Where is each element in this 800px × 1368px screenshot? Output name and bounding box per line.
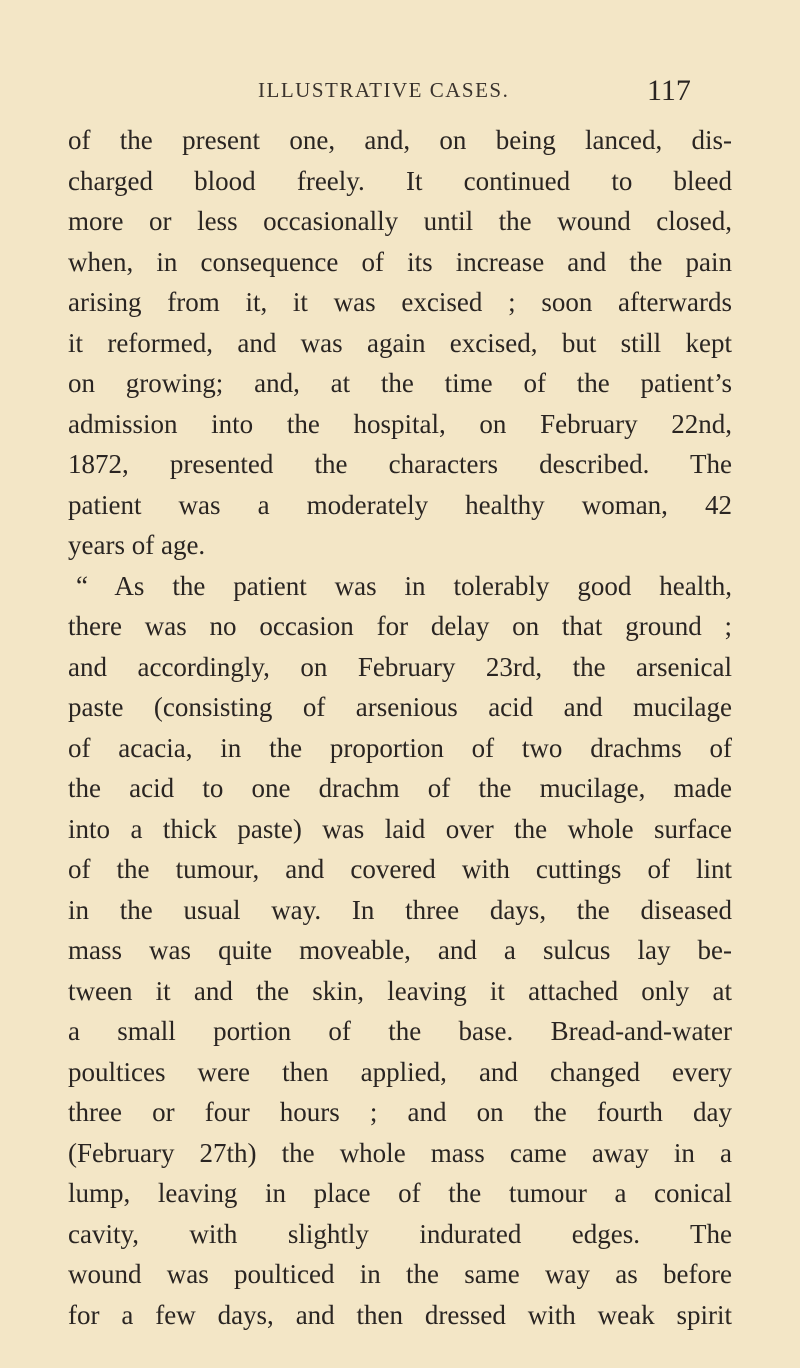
text-line: a small portion of the base. Bread-and-water [68, 1016, 732, 1046]
text-line: charged blood freely. It continued to bleed [68, 165, 732, 196]
text-line: three or four hours ; and on the fourth day [68, 1097, 732, 1127]
body-text [68, 120, 732, 1335]
page-header [0, 74, 800, 118]
text-line: in the usual way. In three days, the diseased [68, 894, 732, 925]
text-line: there was no occasion for delay on that ground ; [68, 611, 732, 641]
text-line: arising from it, it was excised ; soon afterwards [68, 287, 732, 317]
text-line: when, in consequence of its increase and the pain [68, 246, 732, 277]
text-line: 1872, presented the characters described. The [68, 449, 732, 479]
text-line: it reformed, and was again excised, but still kept [68, 327, 732, 358]
text-line: of the present one, and, on being lanced, dis- [68, 125, 732, 155]
text-line: of acacia, in the proportion of two drachms of [68, 732, 732, 763]
text-line: more or less occasionally until the wound closed, [68, 206, 732, 236]
text-line: the acid to one drachm of the mucilage, made [68, 773, 732, 803]
running-title: ILLUSTRATIVE CASES. [258, 78, 510, 102]
text-line: for a few days, and then dressed with weak spirit [68, 1299, 732, 1330]
text-line: patient was a moderately healthy woman, 42 [68, 489, 732, 520]
text-line: paste (consisting of arsenious acid and mucilage [68, 692, 732, 722]
text-line: mass was quite moveable, and a sulcus lay be- [68, 935, 732, 965]
text-line: of the tumour, and covered with cuttings of lint [68, 854, 732, 884]
text-line: wound was poulticed in the same way as before [68, 1259, 732, 1289]
text-line: years of age. [68, 530, 206, 560]
text-line: lump, leaving in place of the tumour a conical [68, 1178, 732, 1208]
text-line: tween it and the skin, leaving it attached only at [68, 975, 732, 1006]
text-line: poultices were then applied, and changed every [68, 1056, 732, 1087]
text-line: into a thick paste) was laid over the whole surface [68, 813, 732, 844]
text-line: cavity, with slightly indurated edges. The [68, 1218, 732, 1249]
text-line: admission into the hospital, on February 22nd, [68, 408, 732, 439]
text-line: and accordingly, on February 23rd, the arsenical [68, 651, 732, 682]
text-line: (February 27th) the whole mass came away in a [68, 1137, 732, 1168]
text-line: on growing; and, at the time of the patient’s [68, 368, 732, 398]
text-line: “ As the patient was in tolerably good health, [76, 570, 732, 601]
page-number: 117 [647, 74, 691, 107]
